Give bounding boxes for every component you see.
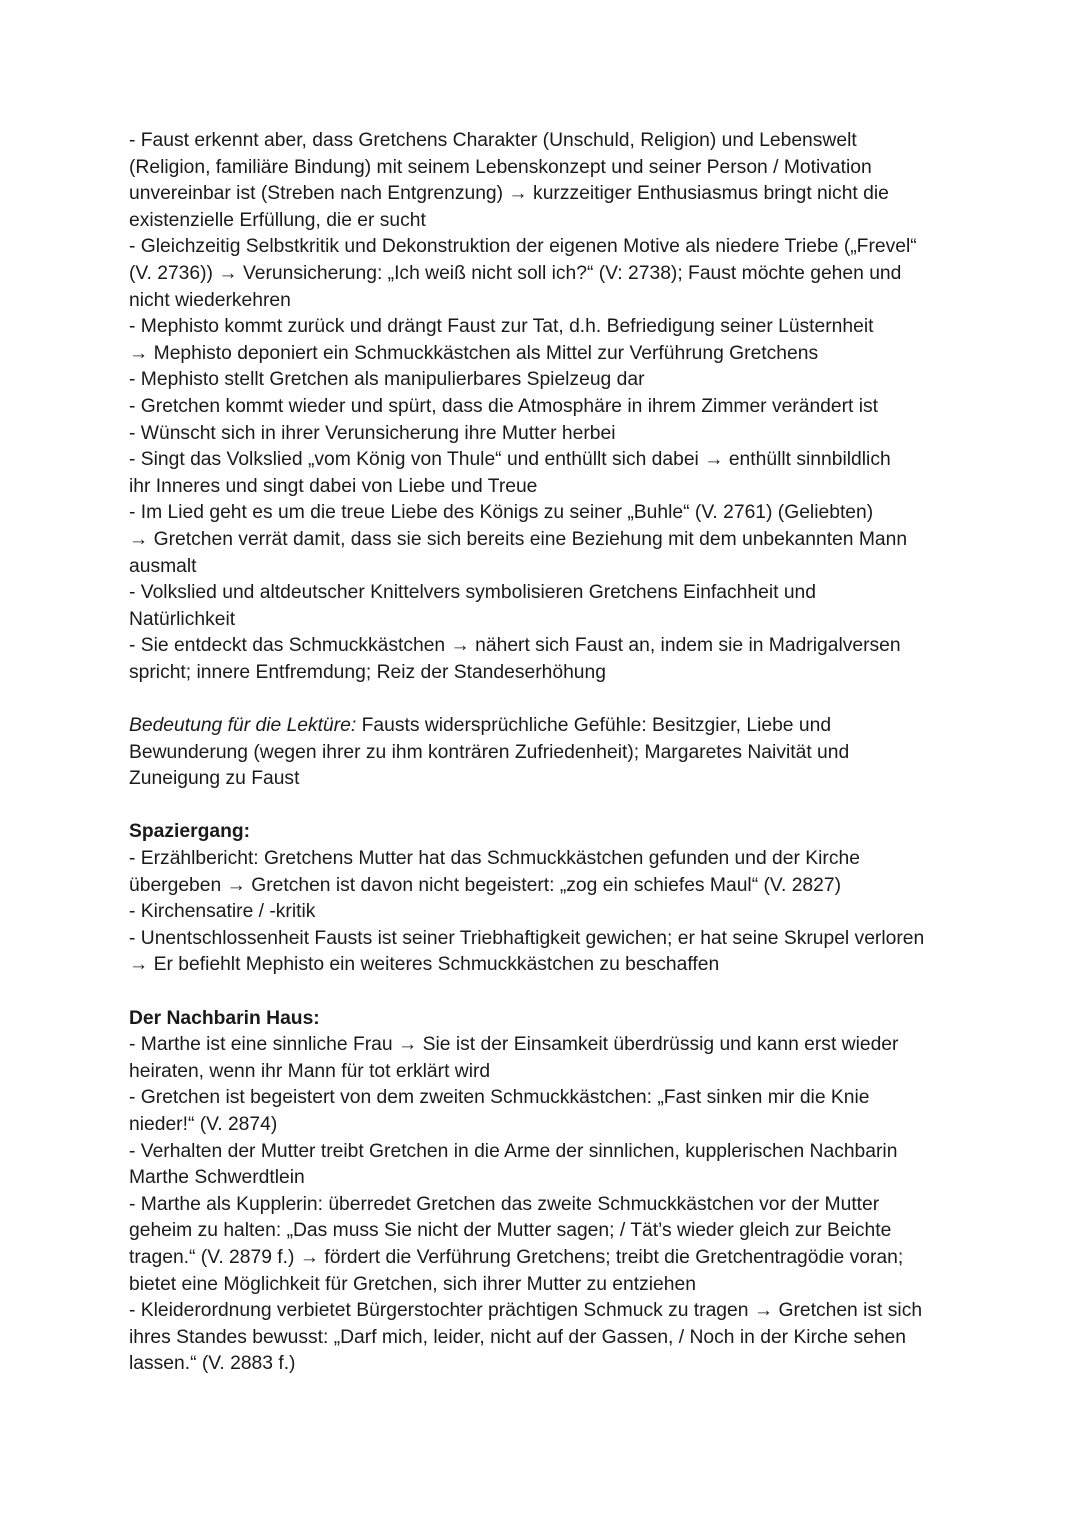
text-line: ihres Standes bewusst: „Darf mich, leider, nicht auf der Gassen, / Noch in der Kirche sehen: [129, 1326, 906, 1348]
text-line: - Singt das Volkslied „vom König von Thule“ und enthüllt sich dabei → enthüllt sinnbildlich: [129, 449, 891, 471]
text-line: Natürlichkeit: [129, 608, 236, 630]
text-line: - Wünscht sich in ihrer Verunsicherung ihre Mutter herbei: [129, 422, 616, 444]
section-nachbarin-haus: [129, 1006, 959, 1378]
section-spaziergang: [129, 819, 959, 979]
text-line: übergeben → Gretchen ist davon nicht begeistert: „zog ein schiefes Maul“ (V. 2827): [129, 874, 842, 896]
text-line: - Faust erkennt aber, dass Gretchens Charakter (Unschuld, Religion) und Lebenswelt: [129, 130, 857, 151]
significance-line: [129, 713, 959, 740]
text-line: - Gleichzeitig Selbstkritik und Dekonstruktion der eigenen Motive als niedere Triebe („Frevel“: [129, 236, 917, 258]
text-line: lassen.“ (V. 2883 f.): [129, 1353, 296, 1375]
text-line: - Kirchensatire / -kritik: [129, 901, 316, 923]
text-line: - Kleiderordnung verbietet Bürgerstochter prächtigen Schmuck zu tragen → Gretchen ist sich: [129, 1300, 923, 1322]
text-line: - Volkslied und altdeutscher Knittelvers symbolisieren Gretchens Einfachheit und: [129, 582, 816, 604]
text-line: → Gretchen verrät damit, dass sie sich bereits eine Beziehung mit dem unbekannten Mann: [129, 528, 908, 550]
text-line: - Gretchen ist begeistert von dem zweiten Schmuckkästchen: „Fast sinken mir die Knie: [129, 1087, 870, 1109]
text-line: - Sie entdeckt das Schmuckkästchen → nähert sich Faust an, indem sie in Madrigalversen: [129, 635, 901, 657]
text-line: spricht; innere Entfremdung; Reiz der Standeserhöhung: [129, 661, 606, 683]
text-line: tragen.“ (V. 2879 f.) → fördert die Verführung Gretchens; treibt die Gretchentragödie voran;: [129, 1246, 904, 1268]
text-line: Marthe Schwerdtlein: [129, 1167, 305, 1189]
text-line: - Marthe als Kupplerin: überredet Gretchen das zweite Schmuckkästchen vor der Mutter: [129, 1193, 880, 1215]
spacer: [129, 979, 959, 1006]
text-line: geheim zu halten: „Das muss Sie nicht der Mutter sagen; / Tät’s wieder gleich zur Beichte: [129, 1220, 892, 1242]
notes-block-gretchen-zimmer: [129, 128, 959, 686]
text-line: - Im Lied geht es um die treue Liebe des Königs zu seiner „Buhle“ (V. 2761) (Geliebten): [129, 502, 874, 524]
spacer: [129, 686, 959, 713]
text-line: → Er befiehlt Mephisto ein weiteres Schmuckkästchen zu beschaffen: [129, 954, 720, 976]
text-line: - Verhalten der Mutter treibt Gretchen in die Arme der sinnlichen, kupplerischen Nachbarin: [129, 1140, 898, 1162]
text-line: (Religion, familiäre Bindung) mit seinem Lebenskonzept und seiner Person / Motivation: [129, 156, 872, 178]
text-line: ihr Inneres und singt dabei von Liebe und Treue: [129, 475, 538, 497]
text-line: Zuneigung zu Faust: [129, 768, 300, 790]
document-body: [129, 128, 959, 1378]
text-line: - Unentschlossenheit Fausts ist seiner Triebhaftigkeit gewichen; er hat seine Skrupel verloren: [129, 927, 925, 949]
text-line: unvereinbar ist (Streben nach Entgrenzung) → kurzzeitiger Enthusiasmus bringt nicht die: [129, 183, 889, 205]
text-line: Bewunderung (wegen ihrer zu ihm konträren Zufriedenheit); Margaretes Naivität und: [129, 741, 850, 763]
text-line: (V. 2736)) → Verunsicherung: „Ich weiß nicht soll ich?“ (V: 2738); Faust möchte gehen und: [129, 262, 902, 284]
text-line: - Marthe ist eine sinnliche Frau → Sie ist der Einsamkeit überdrüssig und kann erst wieder: [129, 1034, 899, 1056]
section-heading: Der Nachbarin Haus:: [129, 1007, 320, 1029]
text-line: → Mephisto deponiert ein Schmuckkästchen als Mittel zur Verführung Gretchens: [129, 342, 819, 364]
significance-label: Bedeutung für die Lektüre:: [129, 715, 357, 737]
text-line: - Erzählbericht: Gretchens Mutter hat das Schmuckkästchen gefunden und der Kirche: [129, 848, 860, 870]
text-line: - Mephisto kommt zurück und drängt Faust zur Tat, d.h. Befriedigung seiner Lüsternheit: [129, 316, 874, 338]
text-line: - Mephisto stellt Gretchen als manipulierbares Spielzeug dar: [129, 369, 645, 391]
text-line: existenzielle Erfüllung, die er sucht: [129, 209, 426, 231]
text-line: heiraten, wenn ihr Mann für tot erklärt wird: [129, 1060, 491, 1082]
significance-paragraph: [129, 713, 959, 793]
section-heading: Spaziergang:: [129, 821, 251, 843]
spacer: [129, 793, 959, 820]
text-line: nicht wiederkehren: [129, 289, 291, 311]
text-line: nieder!“ (V. 2874): [129, 1113, 278, 1135]
text-line: ausmalt: [129, 555, 197, 577]
text-line: bietet eine Möglichkeit für Gretchen, sich ihrer Mutter zu entziehen: [129, 1273, 696, 1295]
text-line: - Gretchen kommt wieder und spürt, dass die Atmosphäre in ihrem Zimmer verändert ist: [129, 395, 879, 417]
significance-text: Fausts widersprüchliche Gefühle: Besitzgier, Liebe und: [356, 715, 832, 737]
